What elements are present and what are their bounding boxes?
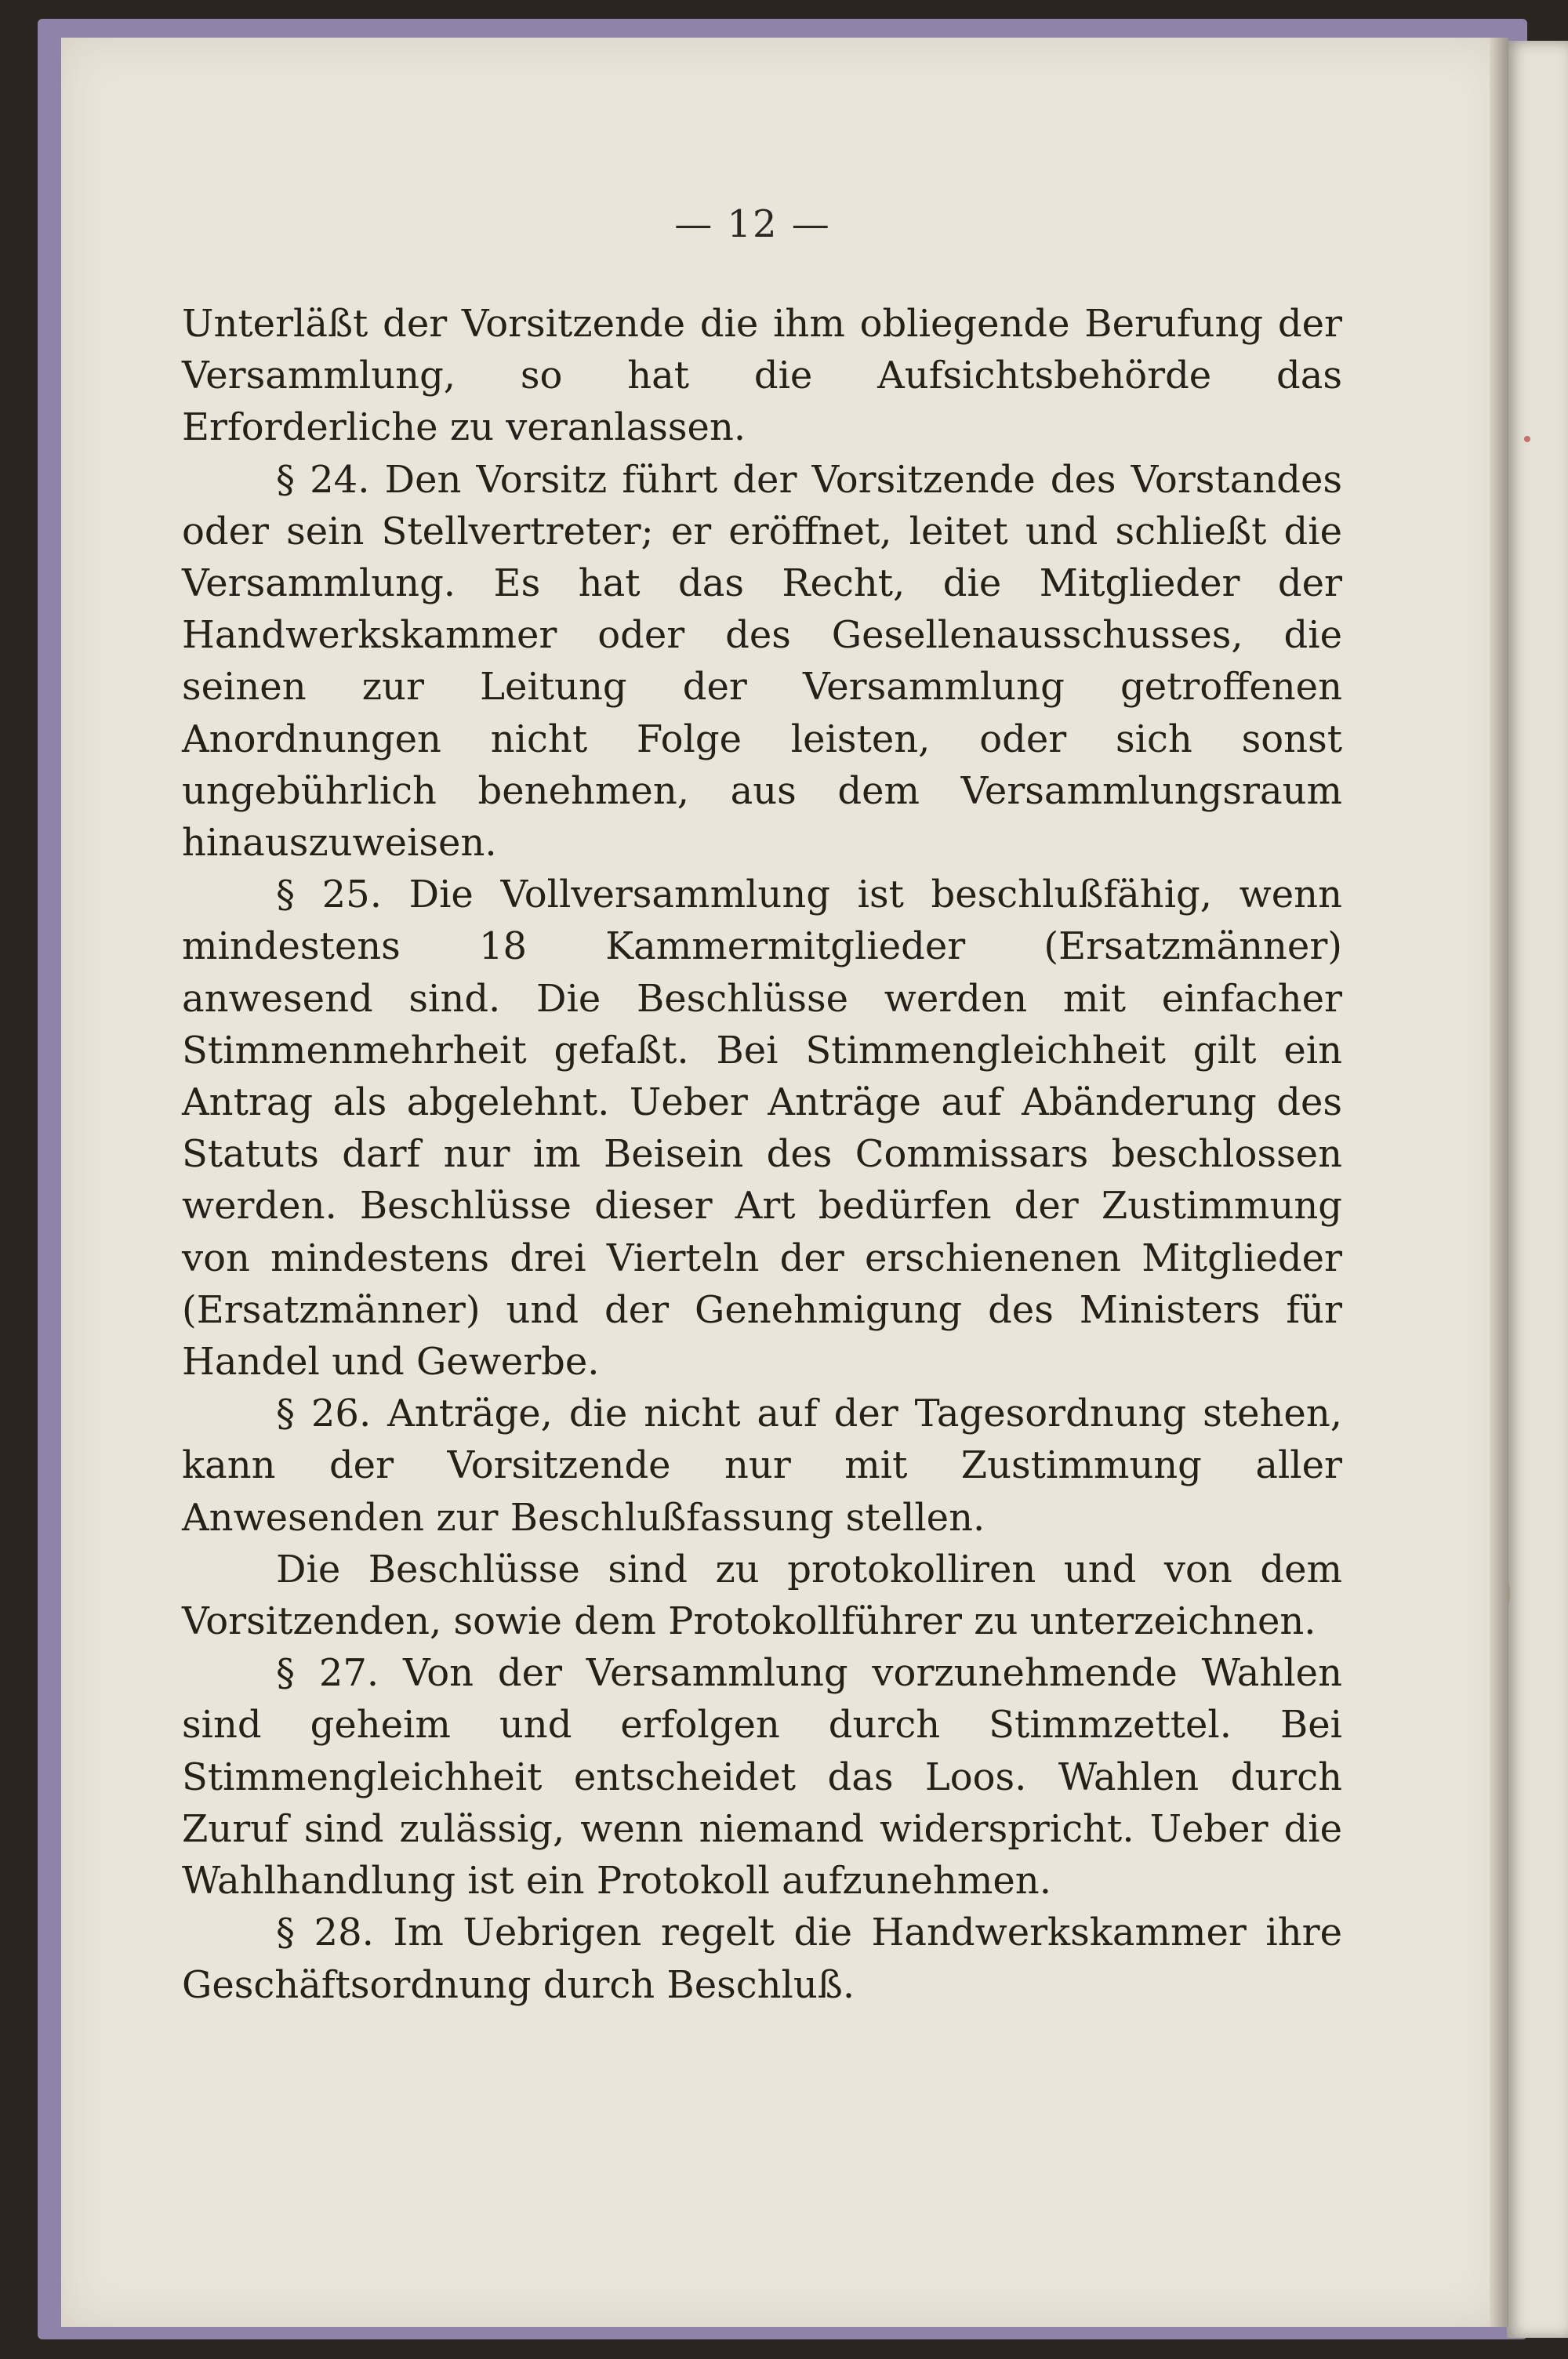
page-number: — 12 — [674,202,831,246]
paragraph-section-25: § 25. Die Vollversammlung ist beschlußfähig, wenn mindestens 18 Kammermitglieder (Ersatzmänner) anwesend sind. Die Beschlüsse werden mit einfacher Stimmenmehrheit gefaßt. Bei Stimmengleichheit gilt ein Antrag als abgelehnt. Ueber Anträge auf Abänderung des Statuts darf nur im Beisein des Commissars beschlossen werden. Beschlüsse dieser Art bedürfen der Zustimmung von mindestens drei Vierteln der erschienenen Mitglieder (Ersatzmänner) und der Genehmigung des Ministers für Handel und Gewerbe. [182,873,1342,1385]
facing-page-edge [1507,41,1568,2338]
paragraph: Unterläßt der Vorsitzende die ihm obliegende Berufung der Versammlung, so hat die Aufsichtsbehörde das Erforderliche zu veranlassen. [182,302,1342,450]
paragraph-section-27: § 27. Von der Versammlung vorzunehmende Wahlen sind geheim und erfolgen durch Stimmzettel. Bei Stimmengleichheit entscheidet das Loos. Wahlen durch Zuruf sind zulässig, wenn niemand widerspricht. Ueber die Wahlhandlung ist ein Protokoll aufzunehmen. [182,1651,1342,1904]
paper-stain [1524,436,1530,442]
paragraph-section-24: § 24. Den Vorsitz führt der Vorsitzende des Vorstandes oder sein Stellvertreter; er eröffnet, leitet und schließt die Versammlung. Es hat das Recht, die Mitglieder der Handwerkskammer oder des Gesellenausschusses, die seinen zur Leitung der Versammlung getroffenen Anordnungen nicht Folge leisten, oder sich sonst ungebührlich benehmen, aus dem Versammlungsraum hinauszuweisen. [182,457,1342,866]
paragraph-section-28: § 28. Im Uebrigen regelt die Handwerkskammer ihre Geschäftsordnung durch Beschluß. [182,1911,1342,2007]
page-gutter [1490,38,1508,2327]
paragraph: Die Beschlüsse sind zu protokolliren und von dem Vorsitzenden, sowie dem Protokollführer zu unterzeichnen. [182,1547,1342,1644]
paragraph-section-26: § 26. Anträge, die nicht auf der Tagesordnung stehen, kann der Vorsitzende nur mit Zustimmung aller Anwesenden zur Beschlußfassung stellen. [182,1392,1342,1540]
page-body-text [182,298,1342,2011]
